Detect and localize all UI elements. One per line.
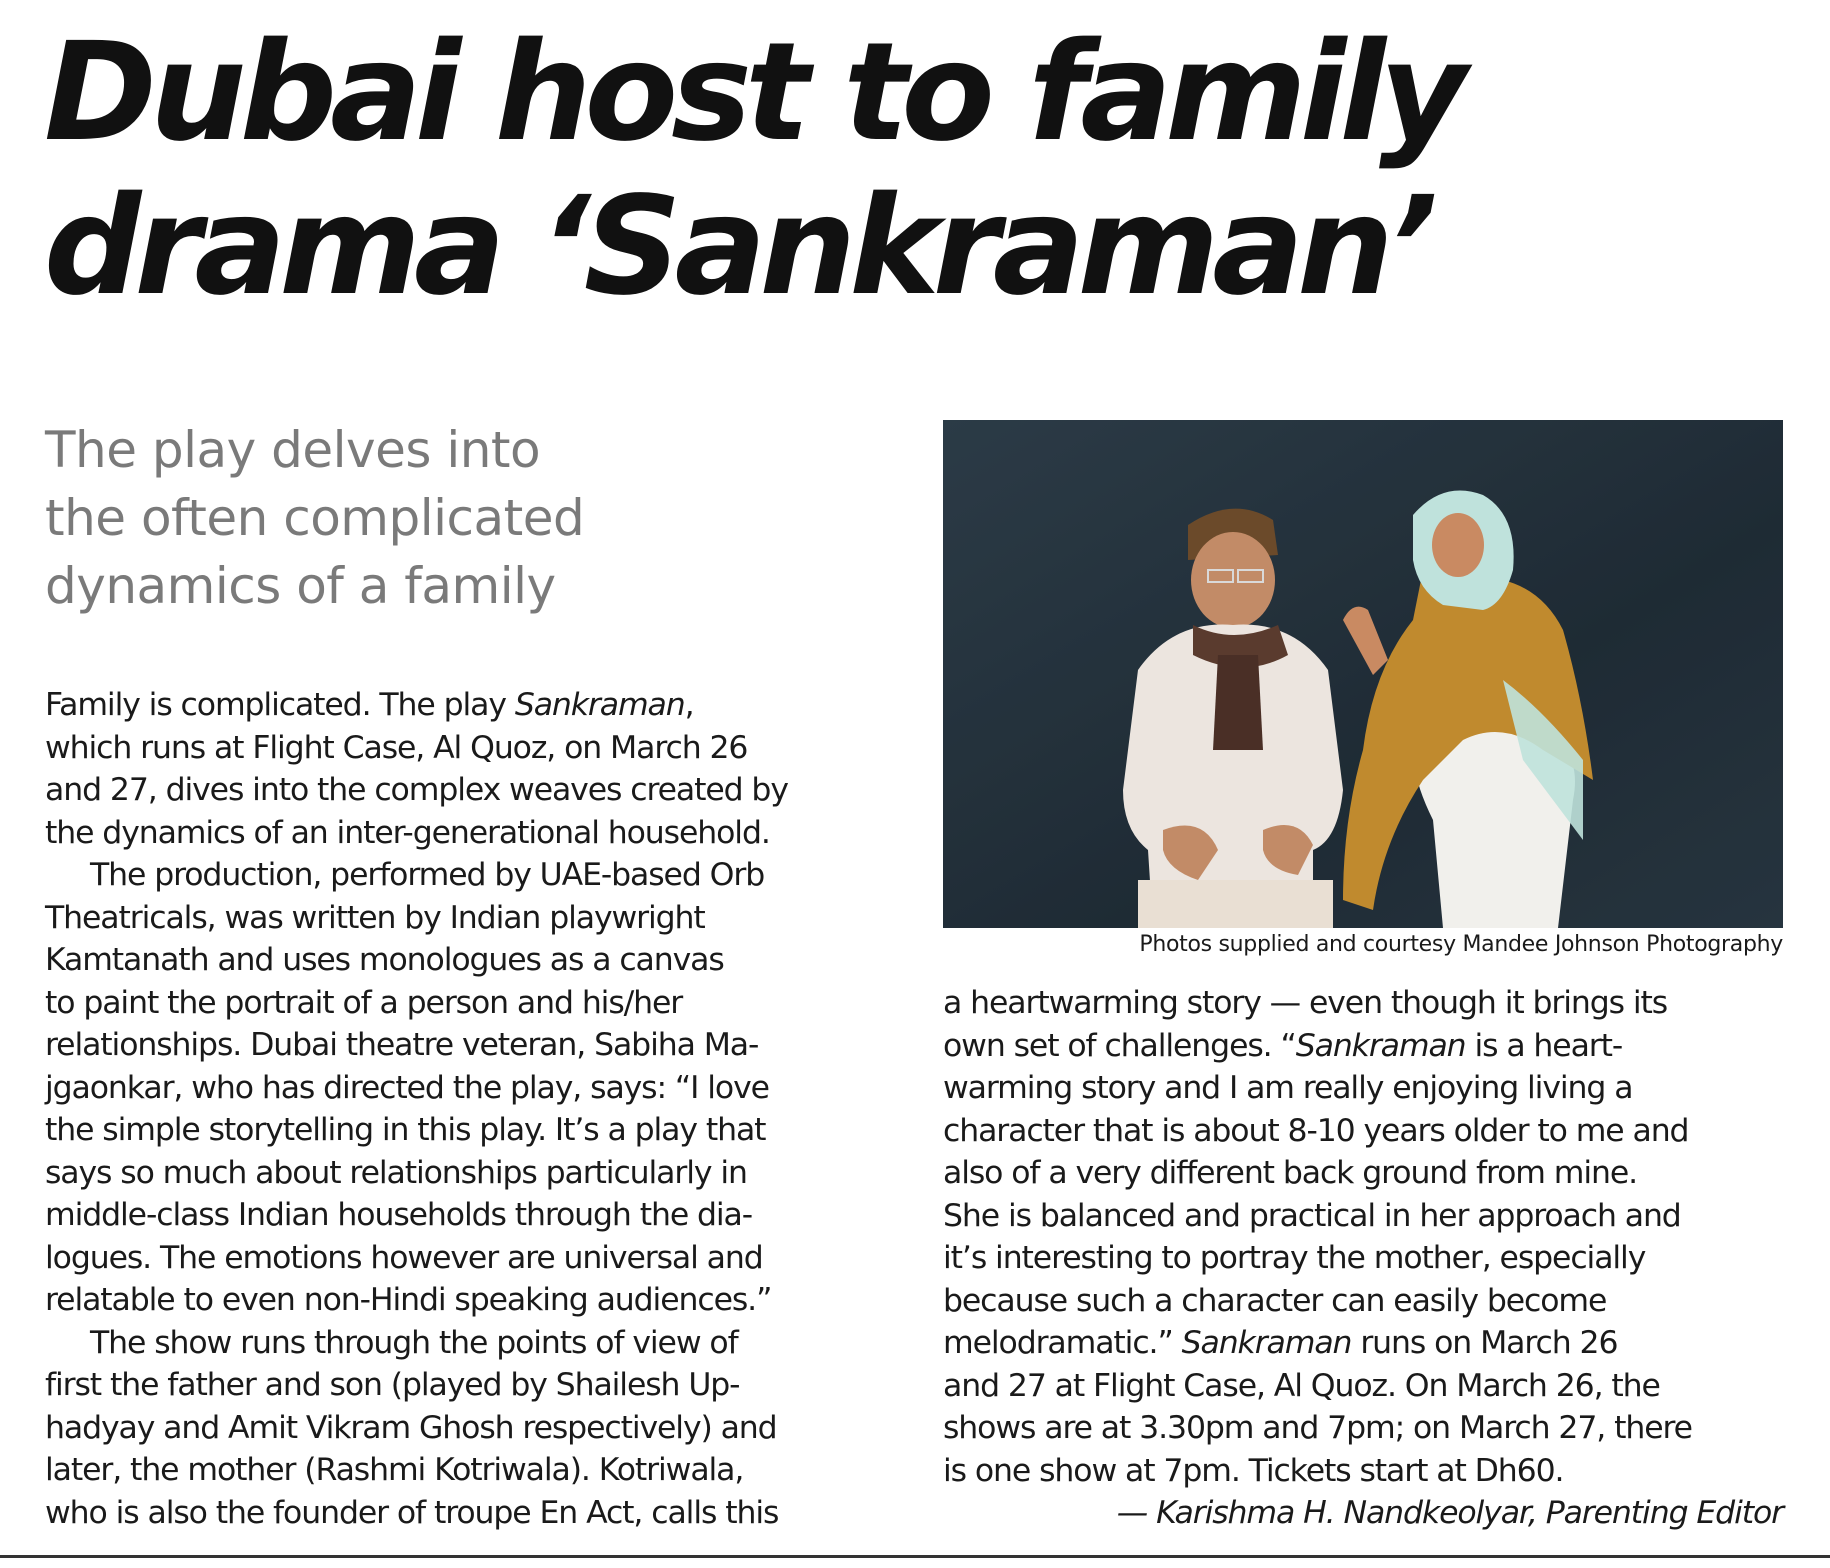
text-run: Family is complicated. The play	[45, 687, 515, 723]
body-line: the dynamics of an inter-generational household.	[45, 814, 770, 851]
bottom-rule	[0, 1555, 1830, 1558]
subheadline-line-3: dynamics of a family	[45, 557, 556, 615]
headline-line-2: drama ‘Sankraman’	[44, 168, 1432, 326]
body-line: because such a character can easily become	[943, 1282, 1607, 1319]
play-title: Sankraman	[1295, 1027, 1466, 1064]
body-line: and 27, dives into the complex weaves created by	[45, 772, 788, 808]
article-body-right-column	[943, 982, 1783, 1535]
body-line	[943, 1322, 1783, 1365]
body-line: middle-class Indian households through the dia-	[45, 1197, 753, 1233]
subheadline-line-2: the often complicated	[45, 489, 585, 547]
body-line: later, the mother (Rashmi Kotriwala). Kotriwala,	[45, 1452, 744, 1488]
body-line	[943, 1025, 1783, 1068]
body-line: jgaonkar, who has directed the play, says: “I love	[45, 1069, 769, 1106]
body-line: the simple storytelling in this play. It’s a play that	[45, 1112, 766, 1148]
body-line	[45, 684, 905, 727]
body-line: first the father and son (played by Shailesh Up-	[45, 1367, 740, 1403]
subheadline	[45, 416, 905, 620]
headline	[44, 16, 1804, 324]
headline-line-1: Dubai host to family	[44, 14, 1461, 172]
body-line: character that is about 8-10 years older to me and	[943, 1112, 1689, 1149]
text-run: runs on March 26	[1351, 1325, 1618, 1361]
body-line: She is balanced and practical in her approach and	[943, 1197, 1681, 1234]
text-run: melodramatic.”	[943, 1325, 1182, 1361]
article-body-left-column	[45, 684, 905, 1534]
text-run: is a heart-	[1465, 1027, 1623, 1064]
body-line: relationships. Dubai theatre veteran, Sabiha Ma-	[45, 1027, 759, 1063]
body-line: and 27 at Flight Case, Al Quoz. On March 26, the	[943, 1367, 1660, 1404]
body-line: shows are at 3.30pm and 7pm; on March 27, there	[943, 1410, 1692, 1446]
byline-text: — Karishma H. Nandkeolyar, Parenting Editor	[1116, 1495, 1783, 1531]
text-run: own set of challenges. “	[943, 1027, 1296, 1064]
play-title: Sankraman	[1181, 1325, 1352, 1361]
body-line: also of a very different back ground from mine.	[943, 1155, 1638, 1191]
photo-caption: Photos supplied and courtesy Mandee Johnson Photography	[1139, 932, 1783, 957]
body-line: it’s interesting to portray the mother, especially	[943, 1240, 1646, 1276]
body-line: to paint the portrait of a person and his/her	[45, 984, 683, 1021]
subheadline-line-1: The play delves into	[45, 421, 541, 479]
body-line: says so much about relationships particularly in	[45, 1154, 747, 1191]
photo-illustration	[943, 420, 1783, 928]
body-line: a heartwarming story — even though it brings its	[943, 985, 1668, 1021]
body-line: which runs at Flight Case, Al Quoz, on March 26	[45, 729, 748, 766]
body-line: warming story and I am really enjoying living a	[943, 1070, 1633, 1106]
body-line: The production, performed by UAE-based Orb	[90, 857, 765, 893]
body-line: Kamtanath and uses monologues as a canvas	[45, 942, 724, 978]
body-line: relatable to even non-Hindi speaking audiences.”	[45, 1282, 772, 1318]
body-line: The show runs through the points of view of	[90, 1324, 738, 1361]
body-line: Theatricals, was written by Indian playwright	[45, 899, 705, 936]
article-photo	[943, 420, 1783, 928]
body-line: hadyay and Amit Vikram Ghosh respectively) and	[45, 1409, 777, 1446]
body-line: who is also the founder of troupe En Act, calls this	[45, 1494, 779, 1531]
body-line: logues. The emotions however are universal and	[45, 1239, 763, 1276]
author-byline	[943, 1492, 1783, 1535]
body-line: is one show at 7pm. Tickets start at Dh60.	[943, 1452, 1564, 1489]
play-title: Sankraman	[514, 687, 685, 723]
text-run: ,	[684, 687, 694, 723]
